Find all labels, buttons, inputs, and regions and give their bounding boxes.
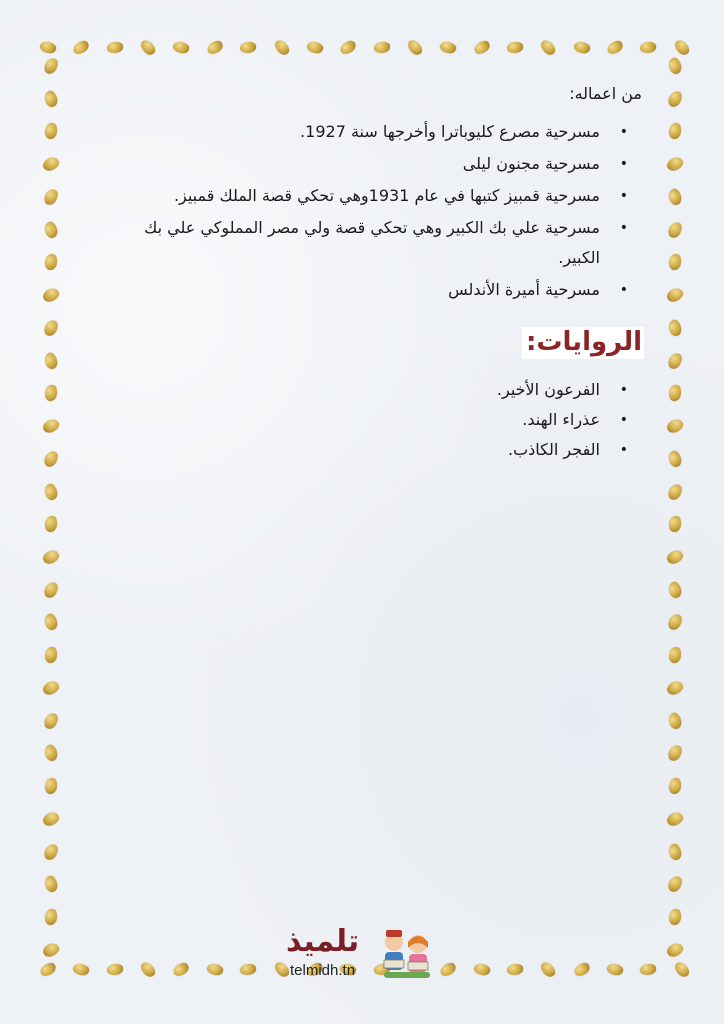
intro-text: من اعماله: (569, 84, 642, 103)
list-item: • مسرحية قمبيز كتبها في عام 1931وهي تحكي قصة الملك قمبيز. (116, 181, 600, 211)
novels-list (116, 375, 636, 465)
section-heading-novels: الروايات: (522, 327, 644, 359)
list-item: • مسرحية مصرع كليوباترا وأخرجها سنة 1927. (116, 117, 600, 147)
list-item: • مسرحية أميرة الأندلس (116, 275, 600, 305)
reading-kids-icon (378, 926, 434, 984)
site-logo[interactable] (286, 924, 436, 984)
logo-wordmark: تلميذ (286, 924, 360, 959)
list-item: • مسرحية علي بك الكبير وهي تحكي قصة ولي مصر المملوكي علي بك الكبير. (116, 213, 600, 273)
list-item: • الفجر الكاذب. (116, 435, 600, 465)
document-body (116, 84, 642, 465)
list-item: • عذراء الهند. (116, 405, 600, 435)
logo-domain: telmidh.tn (290, 962, 356, 979)
list-item: • الفرعون الأخير. (116, 375, 600, 405)
border-right-decoration (664, 58, 686, 958)
border-top-decoration (40, 36, 690, 58)
border-left-decoration (40, 58, 62, 958)
list-item: • مسرحية مجنون ليلى (116, 149, 600, 179)
plays-list (116, 117, 636, 305)
